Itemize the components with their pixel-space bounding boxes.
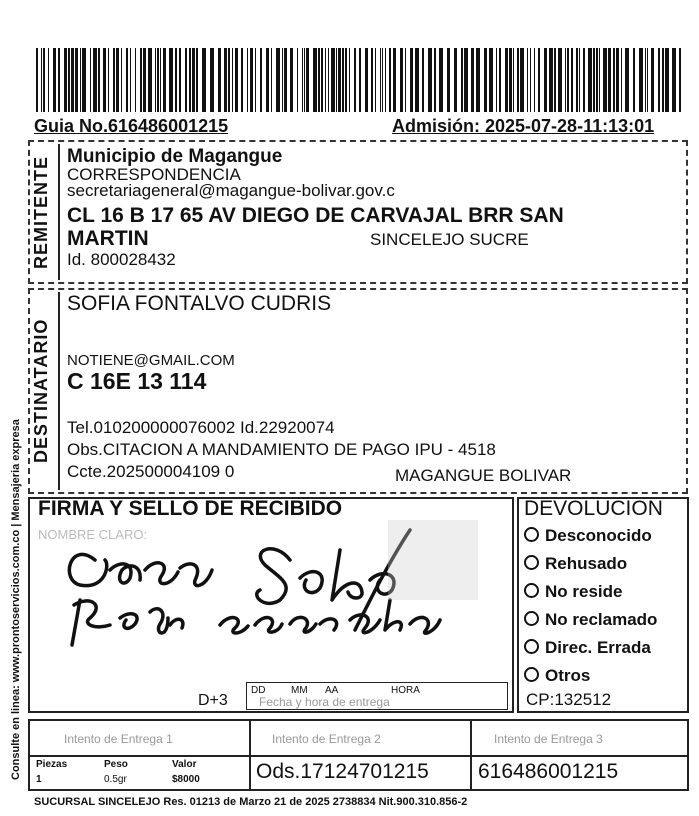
barcode-bar (235, 48, 238, 112)
barcode-bar (558, 48, 562, 112)
barcode-bar (596, 48, 598, 112)
barcode-bar (143, 48, 146, 112)
devolucion-title: DEVOLUCION (524, 497, 663, 520)
date-mm: MM (291, 685, 308, 696)
barcode-bar (282, 48, 283, 112)
barcode-bar (410, 48, 413, 112)
barcode-bar (284, 48, 287, 112)
barcode-bar (80, 48, 81, 112)
sender-city: SINCELEJO SUCRE (370, 230, 529, 249)
barcode-bar (534, 48, 535, 112)
barcode-bar (349, 48, 350, 112)
date-box (246, 682, 508, 710)
barcode-bar (232, 48, 233, 112)
barcode-bar (325, 48, 326, 112)
attempt-3: Intento de Entrega 3 (494, 732, 603, 746)
barcode-bar (297, 48, 298, 112)
barcode-bar (228, 48, 230, 112)
recipient-address: C 16E 13 114 (67, 368, 207, 394)
barcode-bar (290, 48, 293, 112)
sender-department: CORRESPONDENCIA (67, 165, 241, 184)
barcode-bar (422, 48, 424, 112)
barcode-bar (665, 48, 669, 112)
barcode-bar (509, 48, 512, 112)
barcode-bar (679, 48, 681, 112)
barcode-bar (196, 48, 198, 112)
barcode-bar (616, 48, 619, 112)
barcode-bar (484, 48, 487, 112)
barcode-bar (375, 48, 376, 112)
weight-label: Peso (104, 759, 128, 770)
barcode-bar (189, 48, 191, 112)
barcode-bar (365, 48, 368, 112)
radio-circle-icon (524, 667, 539, 682)
barcode-bar (471, 48, 474, 112)
barcode-bar (98, 48, 100, 112)
barcode-bar (505, 48, 508, 112)
barcode-bar (447, 48, 450, 112)
barcode-bar (169, 48, 173, 112)
barcode-bar (405, 48, 406, 112)
barcode-bar (175, 48, 177, 112)
barcode-bar (621, 48, 622, 112)
option-otros[interactable]: Otros (524, 662, 657, 690)
barcode-bar (108, 48, 109, 112)
ods-number: Ods.17124701215 (256, 760, 429, 783)
barcode-bar (336, 48, 337, 112)
barcode-bar (328, 48, 329, 112)
barcode-bar (593, 48, 595, 112)
barcode-bar (68, 48, 70, 112)
date-hora: HORA (391, 685, 420, 696)
value-label: Valor (172, 759, 197, 770)
barcode-bar (71, 48, 74, 112)
barcode-bar (544, 48, 547, 112)
barcode-bar (58, 48, 60, 112)
barcode-bar (179, 48, 181, 112)
recipient-email: NOTIENE@GMAIL.COM (67, 352, 235, 369)
admission-timestamp: Admisión: 2025-07-28-11:13:01 (392, 116, 655, 136)
recipient-name: SOFIA FONTALVO CUDRIS (67, 292, 332, 315)
barcode-bar (625, 48, 629, 112)
stamp-smudge (388, 520, 478, 600)
date-aa: AA (325, 685, 339, 696)
barcode-bar (192, 48, 195, 112)
barcode-bar (583, 48, 585, 112)
barcode-bar (113, 48, 115, 112)
attempt-1: Intento de Entrega 1 (64, 732, 173, 746)
barcode-bar (202, 48, 206, 112)
barcode-bar (306, 48, 309, 112)
guide-number-bottom: 616486001215 (478, 760, 619, 783)
barcode-bar (75, 48, 78, 112)
barcode-bar (599, 48, 600, 112)
sender-email: secretariageneral@magangue-bolivar.gov.c (67, 181, 395, 200)
barcode-bar (549, 48, 553, 112)
barcode-bar (662, 48, 664, 112)
barcode-bar (464, 48, 468, 112)
radio-circle-icon (524, 611, 539, 626)
sender-address-line2: MARTIN (67, 227, 149, 250)
sender-name: Municipio de Magangue (67, 146, 283, 167)
barcode-bar (382, 48, 383, 112)
sender-address-line1: CL 16 B 17 65 AV DIEGO DE CARVAJAL BRR SAN (67, 204, 564, 227)
barcode-bar (476, 48, 480, 112)
radio-circle-icon (524, 555, 539, 570)
barcode-bar (155, 48, 156, 112)
date-dd: DD (251, 685, 266, 696)
barcode-bar (554, 48, 556, 112)
barcode-bar (345, 48, 347, 112)
barcode-bar (116, 48, 119, 112)
barcode-bar (527, 48, 528, 112)
barcode-bar (36, 48, 38, 112)
barcode-bar (651, 48, 654, 112)
receipt-name-label: NOMBRE CLARO: (38, 527, 148, 542)
barcode-bar (90, 48, 91, 112)
barcode-bar (576, 48, 578, 112)
barcode-bar (489, 48, 493, 112)
recipient-obs: Obs.CITACION A MANDAMIENTO DE PAGO IPU - 4518 (67, 440, 496, 459)
barcode-bar (359, 48, 361, 112)
postal-code: CP:132512 (526, 690, 612, 709)
barcode-bar (318, 48, 320, 112)
barcode-bar (400, 48, 403, 112)
option-no-reclamado[interactable]: No reclamado (524, 606, 657, 634)
barcode-bar (613, 48, 615, 112)
devolucion-options (524, 522, 657, 690)
barcode-bar (160, 48, 161, 112)
barcode-bar (250, 48, 253, 112)
barcode-bar (672, 48, 676, 112)
barcode-bar (342, 48, 344, 112)
barcode-bar (331, 48, 335, 112)
barcode-bar (520, 48, 524, 112)
barcode-bar (439, 48, 443, 112)
barcode-bar (633, 48, 635, 112)
recipient-code: Ccte.202500004109 0 (67, 462, 235, 481)
barcode (36, 48, 684, 112)
barcode-bar (247, 48, 248, 112)
barcode-bar (43, 48, 45, 112)
recipient-tel: Tel.010200000076002 Id.22920074 (67, 418, 335, 437)
barcode-bar (126, 48, 128, 112)
barcode-bar (645, 48, 646, 112)
option-direc-errada[interactable]: Direc. Errada (524, 634, 657, 662)
option-desconocido[interactable]: Desconocido (524, 522, 657, 550)
barcode-bar (513, 48, 514, 112)
barcode-bar (321, 48, 323, 112)
barcode-bar (538, 48, 540, 112)
barcode-bar (41, 48, 42, 112)
barcode-bar (389, 48, 391, 112)
barcode-bar (276, 48, 280, 112)
barcode-bar (428, 48, 432, 112)
barcode-bar (224, 48, 227, 112)
barcode-bar (603, 48, 607, 112)
recipient-label: DESTINATARIO (31, 318, 51, 464)
barcode-bar (454, 48, 457, 112)
barcode-bar (313, 48, 317, 112)
option-rehusado[interactable]: Rehusado (524, 550, 657, 578)
barcode-bar (148, 48, 152, 112)
barcode-bar (571, 48, 573, 112)
barcode-bar (260, 48, 262, 112)
barcode-bar (385, 48, 386, 112)
barcode-bar (380, 48, 381, 112)
barcode-bar (255, 48, 256, 112)
barcode-bar (53, 48, 56, 112)
weight-value: 0.5gr (104, 774, 127, 785)
delivery-days: D+3 (198, 692, 228, 709)
barcode-bar (130, 48, 131, 112)
barcode-bar (415, 48, 419, 112)
barcode-bar (530, 48, 531, 112)
barcode-bar (64, 48, 67, 112)
barcode-bar (608, 48, 611, 112)
barcode-bar (517, 48, 519, 112)
barcode-bar (461, 48, 463, 112)
barcode-bar (434, 48, 436, 112)
recipient-city: MAGANGUE BOLIVAR (395, 466, 572, 485)
option-no-reside[interactable]: No reside (524, 578, 657, 606)
radio-circle-icon (524, 583, 539, 598)
barcode-bar (266, 48, 269, 112)
date-caption: Fecha y hora de entrega (259, 695, 390, 709)
barcode-bar (639, 48, 643, 112)
barcode-bar (565, 48, 566, 112)
radio-circle-icon (524, 527, 539, 542)
barcode-bar (371, 48, 373, 112)
barcode-bar (163, 48, 166, 112)
barcode-bar (82, 48, 86, 112)
barcode-bar (135, 48, 136, 112)
side-url-text: Consulte en linea: www.prontoservicios.com.co | Mensajeria expresa (10, 419, 22, 780)
barcode-bar (304, 48, 305, 112)
barcode-bar (302, 48, 303, 112)
barcode-bar (588, 48, 592, 112)
barcode-bar (496, 48, 497, 112)
barcode-bar (647, 48, 648, 112)
barcode-bar (567, 48, 569, 112)
barcode-bar (393, 48, 396, 112)
barcode-bar (48, 48, 49, 112)
barcode-bar (579, 48, 580, 112)
attempt-2: Intento de Entrega 2 (272, 732, 381, 746)
barcode-bar (93, 48, 97, 112)
sender-label: REMITENTE (31, 155, 51, 269)
pieces-label: Piezas (36, 759, 68, 770)
barcode-bar (218, 48, 221, 112)
pieces-value: 1 (36, 774, 42, 785)
value-amount: $8000 (172, 774, 200, 785)
barcode-bar (121, 48, 122, 112)
barcode-bar (157, 48, 159, 112)
barcode-bar (338, 48, 341, 112)
barcode-bar (185, 48, 187, 112)
barcode-bar (103, 48, 106, 112)
barcode-bar (271, 48, 272, 112)
barcode-bar (658, 48, 660, 112)
barcode-bar (499, 48, 501, 112)
receipt-title: FIRMA Y SELLO DE RECIBIDO (38, 497, 343, 520)
barcode-bar (241, 48, 243, 112)
radio-circle-icon (524, 639, 539, 654)
guide-number: Guia No.616486001215 (34, 116, 229, 136)
barcode-bar (140, 48, 142, 112)
footer-text: SUCURSAL SINCELEJO Res. 01213 de Marzo 21 de 2025 2738834 Nit.900.310.856-2 (34, 796, 468, 808)
sender-id: Id. 800028432 (67, 250, 176, 269)
barcode-bar (210, 48, 214, 112)
barcode-bar (354, 48, 356, 112)
